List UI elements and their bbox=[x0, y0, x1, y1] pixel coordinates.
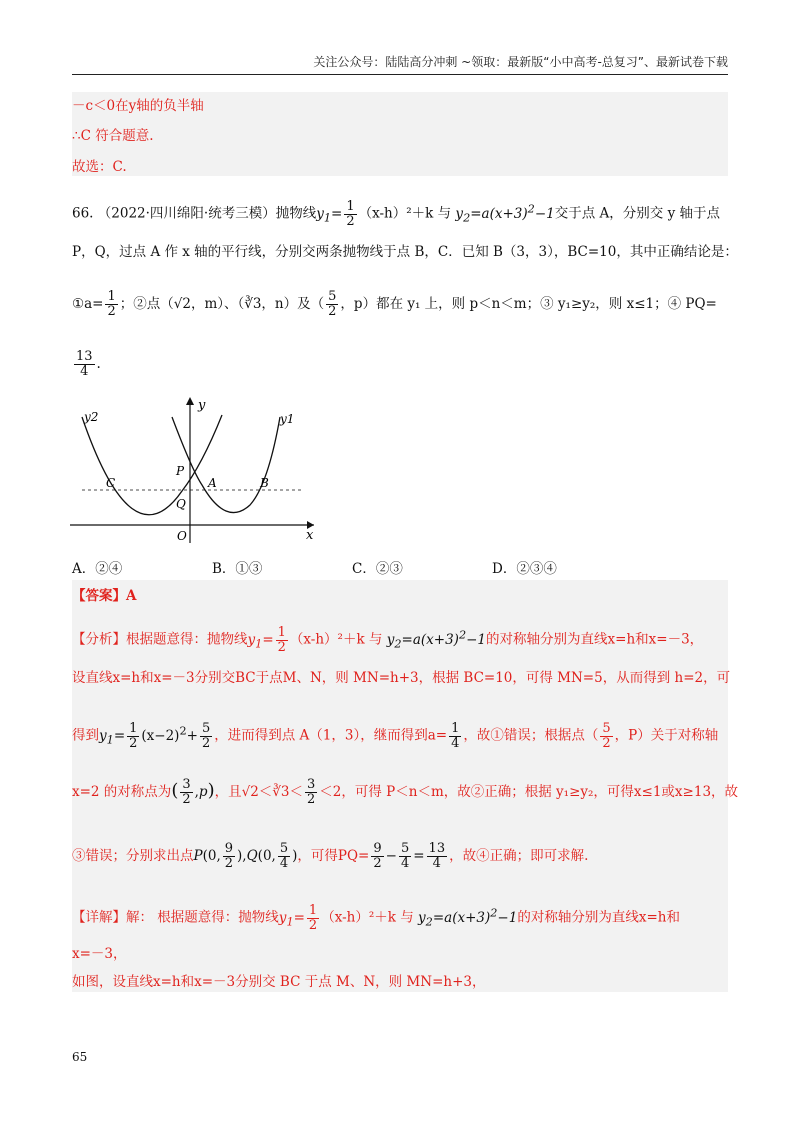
option-c: C．②③ bbox=[352, 561, 403, 577]
label-A: A bbox=[208, 476, 217, 490]
detail-line-1: 【详解】解： 根据题意得：抛物线$y_1=$ $\frac{1}{2}$ （x-h）²＋k 与 $y_2=a(x+3)^2-1$的对称轴分别为直线x=h和 bbox=[72, 902, 680, 933]
detail-line-2: x=－3， bbox=[72, 946, 127, 962]
prev-line-2: ∴C 符合题意. bbox=[72, 128, 154, 144]
analysis-line-5: ③错误；分别求出点P(0, $\frac{9}{2}$ ),Q(0, $\frac{5}{4}$ )，可得PQ= $\frac{9}{2}$ − $\frac{5}{4}$ = $\frac{13}{4}$ ，故④正确；即可求解. bbox=[72, 841, 589, 871]
prev-line-1: －c＜0在y轴的负半轴 bbox=[72, 98, 204, 114]
detail-line-3: 如图，设直线x=h和x=－3分别交 BC 于点 M、N，则 MN=h+3， bbox=[72, 974, 486, 990]
analysis-line-2: 设直线x=h和x=－3分别交BC于点M、N，则 MN=h+3，根据 BC=10，可得 MN=5，从而得到 h=2，可 bbox=[72, 670, 731, 686]
question-line-4: $\frac{13}{4}$ . bbox=[76, 349, 101, 379]
label-P: P bbox=[176, 464, 185, 478]
label-Q: Q bbox=[176, 497, 186, 511]
label-origin: O bbox=[177, 529, 187, 543]
question-line-3: ①a= $\frac{1}{2}$ ；②点（√2，m）、（∛3，n）及（ $\frac{5}{2}$ ，p）都在 y₁ 上，则 p＜n＜m；③ y₁≥y₂，则 x≤1；④ PQ= bbox=[72, 289, 717, 319]
label-y1: y1 bbox=[280, 412, 295, 426]
analysis-line-3: 得到$y_1=$ $\frac{1}{2}$ $(x-2)^2+$ $\frac{5}{2}$ ，进而得到点 A（1，3），继而得到a= $\frac{1}{4}$ ，故①错误；根据点（ $\frac{5}{2}$ ，P）关于对称轴 bbox=[72, 720, 719, 751]
curve-y1 bbox=[172, 417, 280, 513]
answer-line: 【答案】A bbox=[72, 588, 137, 604]
label-y-axis: y bbox=[198, 398, 206, 413]
option-d: D．②③④ bbox=[492, 561, 557, 577]
label-C: C bbox=[106, 476, 116, 490]
option-b: B．①③ bbox=[212, 561, 263, 577]
question-line-2: P，Q，过点 A 作 x 轴的平行线，分别交两条抛物线于点 B，C．已知 B（3，3），BC=10，其中正确结论是： bbox=[72, 244, 738, 260]
option-a: A．②④ bbox=[72, 561, 123, 577]
question-line-1: 66. （2022·四川绵阳·统考三模）抛物线$y_1=$ $\frac{1}{2}$ （x-h）²＋k 与 $y_2=a(x+3)^2-1$交于点 A，分别交 y 轴于点 bbox=[72, 198, 720, 229]
curve-y2 bbox=[82, 415, 222, 515]
page-number: 65 bbox=[72, 1050, 88, 1064]
analysis-line-1: 【分析】根据题意得：抛物线$y_1=$ $\frac{1}{2}$ （x-h）²＋k 与 $y_2=a(x+3)^2-1$的对称轴分别为直线x=h和x=－3， bbox=[72, 624, 704, 655]
label-y2: y2 bbox=[84, 410, 99, 424]
page-header bbox=[72, 52, 728, 75]
parabola-graph bbox=[68, 395, 318, 545]
y-axis-arrow bbox=[186, 397, 194, 405]
label-B: B bbox=[260, 476, 269, 490]
analysis-line-4: x=2 的对称点为( $\frac{3}{2}$ ,p)，且√2＜∛3＜ $\frac{3}{2}$ ＜2，可得 P＜n＜m，故②正确；根据 y₁≥y₂，可得x≤1或x≥13，故 bbox=[72, 777, 739, 807]
prev-line-3: 故选：C. bbox=[72, 159, 127, 175]
header-text: 关注公众号：陆陆高分冲刺 ~领取：最新版“小中高考-总复习”、最新试卷下载 bbox=[313, 55, 728, 69]
label-x-axis: x bbox=[306, 528, 314, 543]
